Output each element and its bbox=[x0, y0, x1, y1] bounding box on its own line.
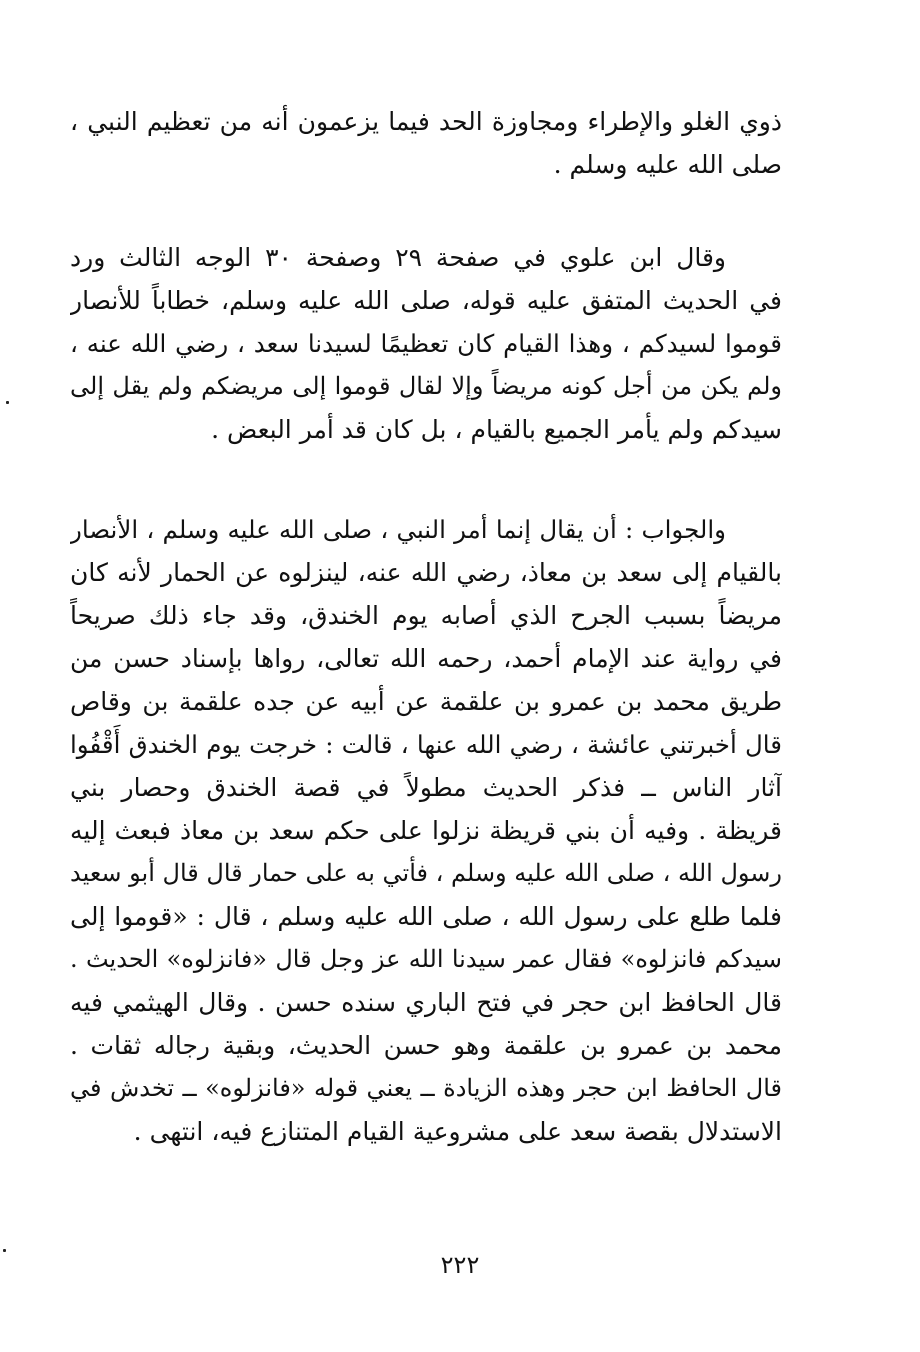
paragraph-3-line-6: قال أخبرتني عائشة ، رضي الله عنها ، قالت : خرجت يوم الخندق أَقْفُوا bbox=[70, 730, 782, 759]
paragraph-1-line-2: صلى الله عليه وسلم . bbox=[553, 150, 782, 179]
paragraph-3-line-9: رسول الله ، صلى الله عليه وسلم ، فأتي به على حمار قال قال أبو سعيد bbox=[70, 859, 782, 887]
paragraph-3-line-4: في رواية عند الإمام أحمد، رحمه الله تعالى، رواها بإسناد حسن من bbox=[70, 644, 782, 673]
paragraph-3-line-8: قريظة . وفيه أن بني قريظة نزلوا على حكم سعد بن معاذ فبعث إليه bbox=[70, 816, 782, 845]
paragraph-3-line-10: فلما طلع على رسول الله ، صلى الله عليه وسلم ، قال : «قوموا إلى bbox=[70, 902, 782, 931]
paragraph-3-line-14: قال الحافظ ابن حجر وهذه الزيادة ــ يعني قوله «فانزلوه» ــ تخدش في bbox=[70, 1074, 782, 1102]
scan-speck bbox=[3, 1249, 6, 1252]
paragraph-1-line-1: ذوي الغلو والإطراء ومجاوزة الحد فيما يزعمون أنه من تعظيم النبي ، bbox=[70, 107, 782, 136]
paragraph-3 bbox=[70, 508, 782, 1153]
paragraph-3-line-7: آثار الناس ــ فذكر الحديث مطولاً في قصة الخندق وحصار بني bbox=[70, 773, 782, 802]
paragraph-3-line-15: الاستدلال بقصة سعد على مشروعية القيام المتنازع فيه، انتهى . bbox=[133, 1117, 782, 1146]
paragraph-3-line-2: بالقيام إلى سعد بن معاذ، رضي الله عنه، لينزلوه عن الحمار لأنه كان bbox=[70, 558, 782, 587]
scan-speck bbox=[6, 401, 9, 404]
paragraph-3-line-13: محمد بن عمرو بن علقمة وهو حسن الحديث، وبقية رجاله ثقات . bbox=[70, 1031, 782, 1060]
paragraph-1 bbox=[70, 100, 782, 186]
paragraph-3-line-1: والجواب : أن يقال إنما أمر النبي ، صلى الله عليه وسلم ، الأنصار bbox=[70, 515, 726, 544]
paragraph-2-line-5: سيدكم ولم يأمر الجميع بالقيام ، بل كان قد أمر البعض . bbox=[211, 415, 782, 444]
paragraph-2-line-4: ولم يكن من أجل كونه مريضاً وإلا لقال قوموا إلى مريضكم ولم يقل إلى bbox=[70, 372, 782, 400]
paragraph-3-line-12: قال الحافظ ابن حجر في فتح الباري سنده حسن . وقال الهيثمي فيه bbox=[70, 988, 782, 1017]
paragraph-3-line-5: طريق محمد بن عمرو بن علقمة عن أبيه عن جده علقمة بن وقاص bbox=[70, 687, 782, 716]
paragraph-2-line-1: وقال ابن علوي في صفحة ٢٩ وصفحة ٣٠ الوجه الثالث ورد bbox=[70, 243, 727, 272]
paragraph-2 bbox=[70, 236, 782, 451]
page-number: ٢٢٢ bbox=[440, 1251, 480, 1279]
paragraph-2-line-2: في الحديث المتفق عليه قوله، صلى الله عليه وسلم، خطاباً للأنصار bbox=[70, 286, 782, 315]
paragraph-3-line-3: مريضاً بسبب الجرح الذي أصابه يوم الخندق، وقد جاء ذلك صريحاً bbox=[70, 601, 782, 630]
paragraph-2-line-3: قوموا لسيدكم ، وهذا القيام كان تعظيمًا لسيدنا سعد ، رضي الله عنه ، bbox=[70, 329, 782, 358]
paragraph-3-line-11: سيدكم فانزلوه» فقال عمر سيدنا الله عز وجل قال «فانزلوه» الحديث . bbox=[70, 945, 782, 973]
